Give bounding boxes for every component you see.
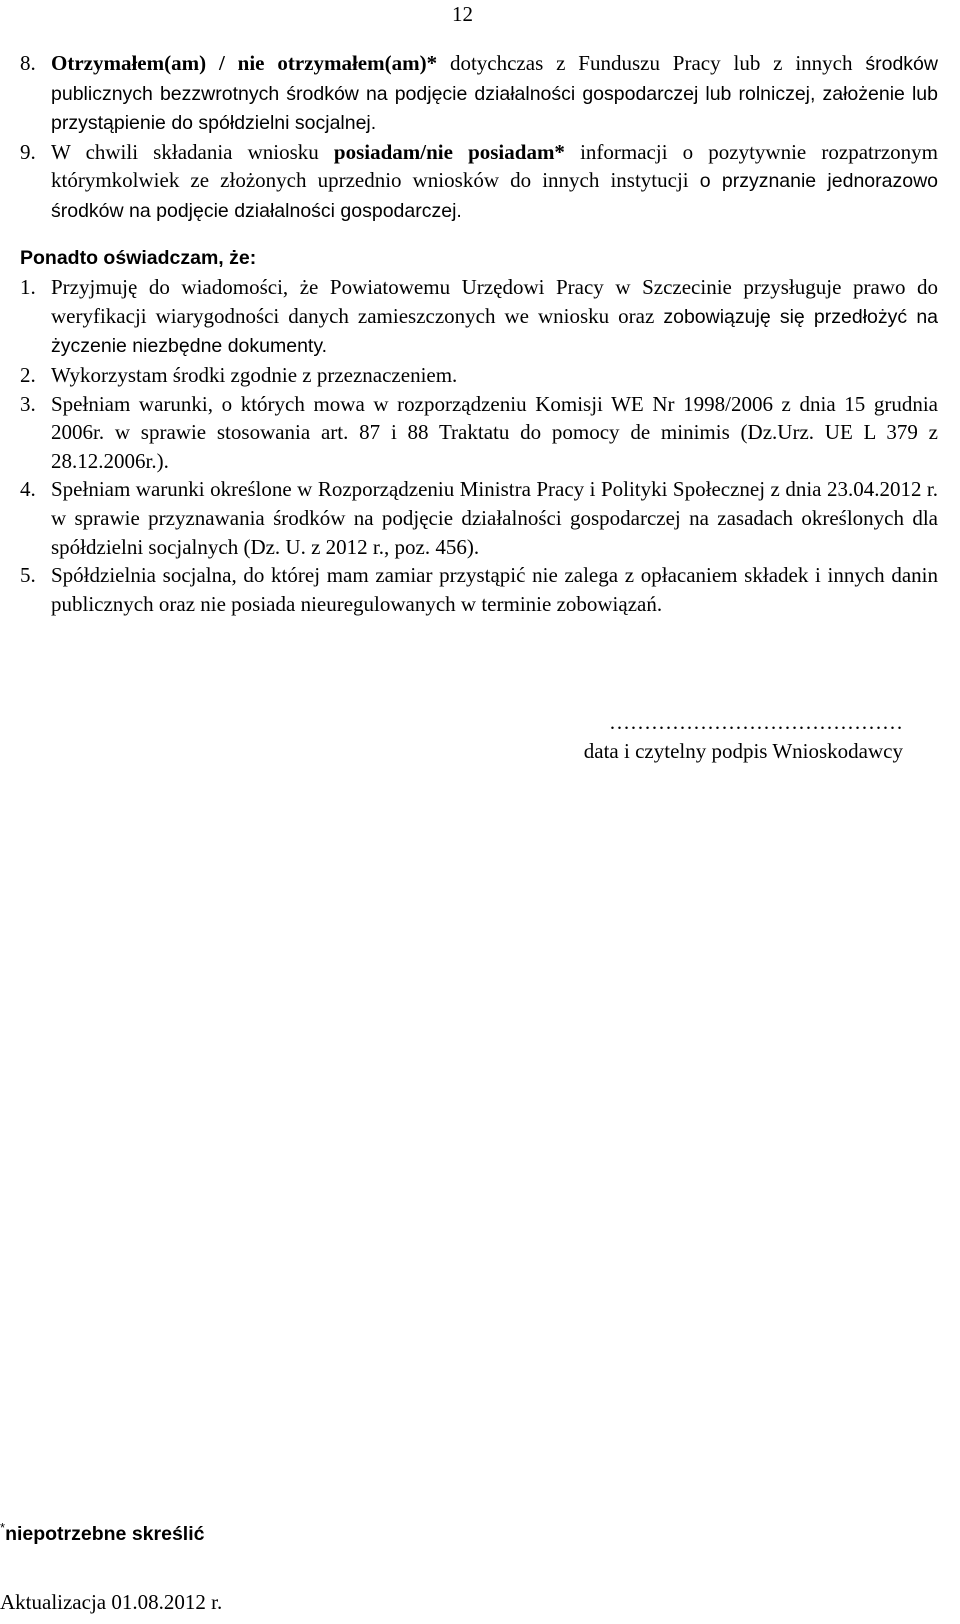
declarations-list bbox=[20, 273, 938, 618]
footnote bbox=[0, 1514, 204, 1549]
signature-label: data i czytelny podpis Wnioskodawcy bbox=[583, 738, 903, 763]
item-text-pre: W chwili składania wniosku bbox=[51, 139, 334, 164]
footnote-mark: * bbox=[0, 1520, 6, 1535]
section-heading: Ponadto oświadczam, że: bbox=[20, 246, 257, 269]
item-number: 4. bbox=[20, 477, 36, 502]
statement-9 bbox=[20, 138, 938, 226]
item-text bbox=[51, 273, 938, 361]
footnote-text: niepotrzebne skreślić bbox=[5, 1523, 205, 1545]
item-number: 8. bbox=[20, 51, 36, 75]
update-date: Aktualizacja 01.08.2012 r. bbox=[0, 1590, 223, 1614]
item-number: 2. bbox=[20, 362, 36, 387]
declaration-1 bbox=[20, 273, 938, 361]
item-number: 3. bbox=[20, 391, 36, 416]
item-text-serif: informacji o pozytywnie rozpatrzonym którymkolwiek ze złożonych uprzednio wniosków do innych instytucji bbox=[51, 139, 938, 193]
declaration-3 bbox=[20, 390, 938, 476]
item-text-serif: dotychczas z Funduszu Pracy lub z innych bbox=[437, 51, 853, 75]
page-number: 12 bbox=[452, 2, 473, 26]
declaration-5 bbox=[20, 561, 938, 618]
item-text: Spółdzielnia socjalna, do której mam zamiar przystąpić nie zalega z opłacaniem składek i innych danin publicznych oraz nie posiada nieuregulowanych w terminie zobowiązań. bbox=[51, 563, 938, 616]
item-text: Spełniam warunki określone w Rozporządzeniu Ministra Pracy i Polityki Społecznej z dnia 23.04.2012 r. w sprawie przyznawania środków na podjęcie działalności gospodarczej na zasadach określonych dla spółdzielni socjalnych (Dz. U. z 2012 r., poz. 456). bbox=[51, 477, 938, 559]
item-number: 9. bbox=[20, 139, 36, 164]
document-body bbox=[20, 49, 938, 618]
item-text-sans: zobowiązuję się przedłożyć na życzenie niezbędne dokumenty. bbox=[51, 305, 939, 358]
item-text-sans: środków publicznych bezzwrotnych środków na podjęcie działalności gospodarczej lub rolniczej, założenie lub przystąpienie do spółdzielni socjalnej. bbox=[51, 53, 938, 135]
item-text-serif: Przyjmuję do wiadomości, że Powiatowemu Urzędowi Pracy w Szczecinie przysługuje prawo do weryfikacji wiarygodności danych zamieszczonych we wniosku oraz bbox=[51, 275, 938, 328]
item-number: 5. bbox=[20, 563, 36, 588]
declaration-4 bbox=[20, 475, 938, 561]
item-text: Wykorzystam środki zgodnie z przeznaczeniem. bbox=[51, 362, 458, 387]
item-text bbox=[51, 138, 938, 226]
signature-line: …………………………………… bbox=[609, 710, 903, 734]
statement-8 bbox=[20, 49, 938, 138]
item-number: 1. bbox=[20, 275, 36, 300]
item-text: Spełniam warunki, o których mowa w rozporządzeniu Komisji WE Nr 1998/2006 z dnia 15 grudnia 2006r. w sprawie stosowania art. 87 i 88 Traktatu do pomocy de minimis (Dz.Urz. UE L 379 z 28.12.2006r.). bbox=[51, 391, 938, 473]
item-bold-text: Otrzymałem(am) / nie otrzymałem(am)* bbox=[51, 51, 438, 75]
signature-block bbox=[583, 708, 903, 765]
declaration-2 bbox=[20, 361, 938, 390]
item-text-sans: o przyznanie jednorazowo środków na podjęcie działalności gospodarczej. bbox=[51, 170, 938, 222]
item-text bbox=[51, 49, 938, 138]
item-bold-text: posiadam/nie posiadam* bbox=[333, 139, 565, 164]
